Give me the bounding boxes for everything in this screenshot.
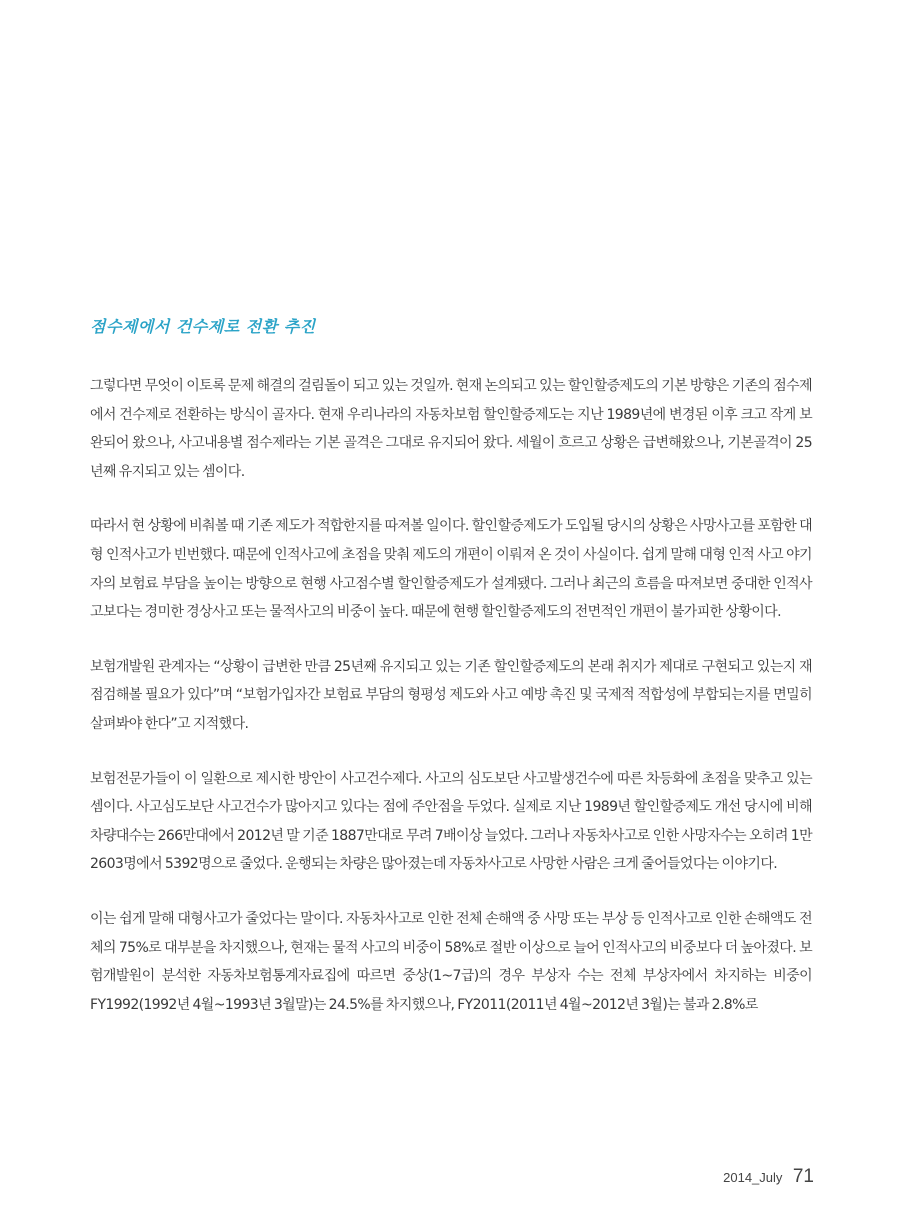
footer-issue: 2014_July [723,1170,783,1185]
paragraph-1: 그렇다면 무엇이 이토록 문제 해결의 걸림돌이 되고 있는 것일까. 현재 논의되고 있는 할인할증제도의 기본 방향은 기존의 점수제에서 건수제로 전환하는 방식이 골자다. 현재 우리나라의 자동차보험 할인할증제도는 지난 1989년에 변경된 이후 크고 작게 보완되어 왔으나, 사고내용별 점수제라는 기본 골격은 그대로 유지되어 왔다. 세월이 흐르고 상황은 급변해왔으나, 기본골격이 25년째 유지되고 있는 셈이다. [90,378,812,480]
paragraph-5: 이는 쉽게 말해 대형사고가 줄었다는 말이다. 자동차사고로 인한 전체 손해액 중 사망 또는 부상 등 인적사고로 인한 손해액도 전체의 75%로 대부분을 차지했으나, 현재는 물적 사고의 비중이 58%로 절반 이상으로 늘어 인적사고의 비중보다 더 높아졌다. 보험개발원이 분석한 자동차보험통계자료집에 따르면 중상(1~7급)의 경우 부상자 수는 전체 부상자에서 차지하는 비중이 FY1992(1992년 4월~1993년 3월말)는 24.5%를 차지했으나, FY2011(2011년 4월~2012년 3월)는 불과 2.8%로 [90,910,812,1013]
section-heading: 점수제에서 건수제로 전환 추진 [90,317,316,336]
paragraph-3: 보험개발원 관계자는 “상황이 급변한 만큼 25년째 유지되고 있는 기존 할인할증제도의 본래 취지가 제대로 구현되고 있는지 재점검해볼 필요가 있다”며 “보험가입자간 보험료 부담의 형평성 제도와 사고 예방 촉진 및 국제적 적합성에 부합되는지를 면밀히 살펴봐야 한다”고 지적했다. [90,658,812,732]
page-number: 71 [792,1166,814,1187]
article-body [90,372,812,1045]
paragraph-2: 따라서 현 상황에 비춰볼 때 기존 제도가 적합한지를 따져볼 일이다. 할인할증제도가 도입될 당시의 상황은 사망사고를 포함한 대형 인적사고가 빈번했다. 때문에 인적사고에 초점을 맞춰 제도의 개편이 이뤄져 온 것이 사실이다. 쉽게 말해 대형 인적 사고 야기자의 보험료 부담을 높이는 방향으로 현행 사고점수별 할인할증제도가 설계됐다. 그러나 최근의 흐름을 따져보면 중대한 인적사고보다는 경미한 경상사고 또는 물적사고의 비중이 높다. 때문에 현행 할인할증제도의 전면적인 개편이 불가피한 상황이다. [90,518,812,621]
page-footer [723,1166,814,1188]
paragraph-4: 보험전문가들이 이 일환으로 제시한 방안이 사고건수제다. 사고의 심도보단 사고발생건수에 따른 차등화에 초점을 맞추고 있는 셈이다. 사고심도보단 사고건수가 많아지고 있다는 점에 주안점을 두었다. 실제로 지난 1989년 할인할증제도 개선 당시에 비해 차량대수는 266만대에서 2012년 말 기준 1887만대로 무려 7배이상 늘었다. 그러나 자동차사고로 인한 사망자수는 오히려 1만 2603명에서 5392명으로 줄었다. 운행되는 차량은 많아졌는데 자동차사고로 사망한 사람은 크게 줄어들었다는 이야기다. [90,770,812,873]
